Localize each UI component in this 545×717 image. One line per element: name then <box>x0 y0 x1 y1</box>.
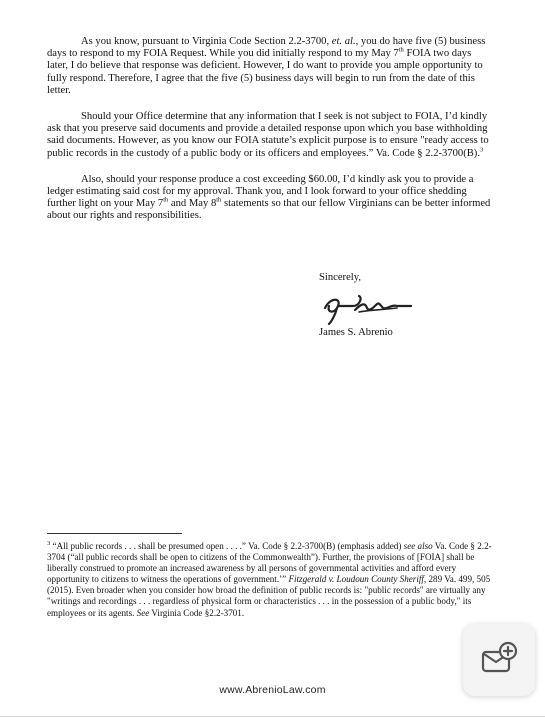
text-run: “All public records . . . shall be presumed open . . . .” Va. Code § 2.2-3700(B) (emphasis added) <box>50 541 404 551</box>
italic-text: See <box>136 607 150 618</box>
footnote-divider <box>47 533 182 534</box>
superscript: th <box>216 196 222 204</box>
compose-mail-button[interactable] <box>463 624 535 696</box>
mail-add-icon <box>479 640 519 680</box>
italic-text: Fitzgerald v. Loudoun County Sheriff <box>288 574 424 585</box>
text-run: and May 8 <box>168 198 217 210</box>
superscript: 3 <box>479 146 484 154</box>
footer-website[interactable]: www.AbrenioLaw.com <box>219 684 326 696</box>
paragraph-3 <box>47 174 492 223</box>
text-run: FOIA two days later, I do believe that response was deficient. However, I do want to provide you ample opportunity to fully respond. Therefore, I agree that the five (5) business days will begin to run from the date of this letter. <box>47 48 483 96</box>
text-run: Va. Code § 2.2-3704 (“all public records shall be open to citizens of the Commonwealth”). Further, the provisions of [FOIA] shall be liberally construed to promote an increased awareness by all persons of governmental activities and afford every opportunity to citizens to witness the operations of government.’” <box>47 541 492 585</box>
superscript: th <box>398 46 404 54</box>
paragraph-2 <box>47 111 492 160</box>
text-run: Should your Office determine that any information that I seek is not subject to FOIA, I’d kindly ask that you preserve said documents and provide a detailed response upon which you base withholding said documents. However, as you know our FOIA statute’s explicit purpose is to ensure "ready access to public records in the custody of a public body or its officers and employees.” Va. Code § 2.2-3700(B). <box>47 111 489 159</box>
footnote-3 <box>47 541 492 619</box>
italic-text: et. al. <box>331 36 356 47</box>
text-run: statements so that our fellow Virginians can be better informed about our rights and responsibilities. <box>47 198 491 222</box>
letter-body <box>47 36 492 237</box>
text-run: Also, should your response produce a cost exceeding $60.00, I’d kindly ask you to provide a ledger estimating said cost for my approval. Thank you, and I look forward to your office shedding further light on your May 7 <box>47 173 474 210</box>
superscript: th <box>163 196 169 204</box>
italic-text: see also <box>403 541 433 551</box>
text-run: , you do have five (5) business days to respond to my FOIA Request. While you did initially respond to my May 7 <box>47 36 486 60</box>
text-run: As you know, pursuant to Virginia Code Section 2.2-3700, <box>81 36 332 47</box>
signature <box>319 286 415 326</box>
text-run: Virginia Code §2.2-3701. <box>149 607 245 618</box>
signer-name: James S. Abrenio <box>319 327 393 338</box>
text-run: , 289 Va. 499, 505 (2015). Even broader when you consider how broad the definition of public records is: "public records" are virtually any "writings and recordings . . . regardless of physical form or characteristics . . . in the possession of a public body," its employees or its agents. <box>47 574 491 618</box>
closing: Sincerely, <box>319 272 361 283</box>
paragraph-1 <box>47 36 492 97</box>
superscript: 3 <box>47 539 51 547</box>
